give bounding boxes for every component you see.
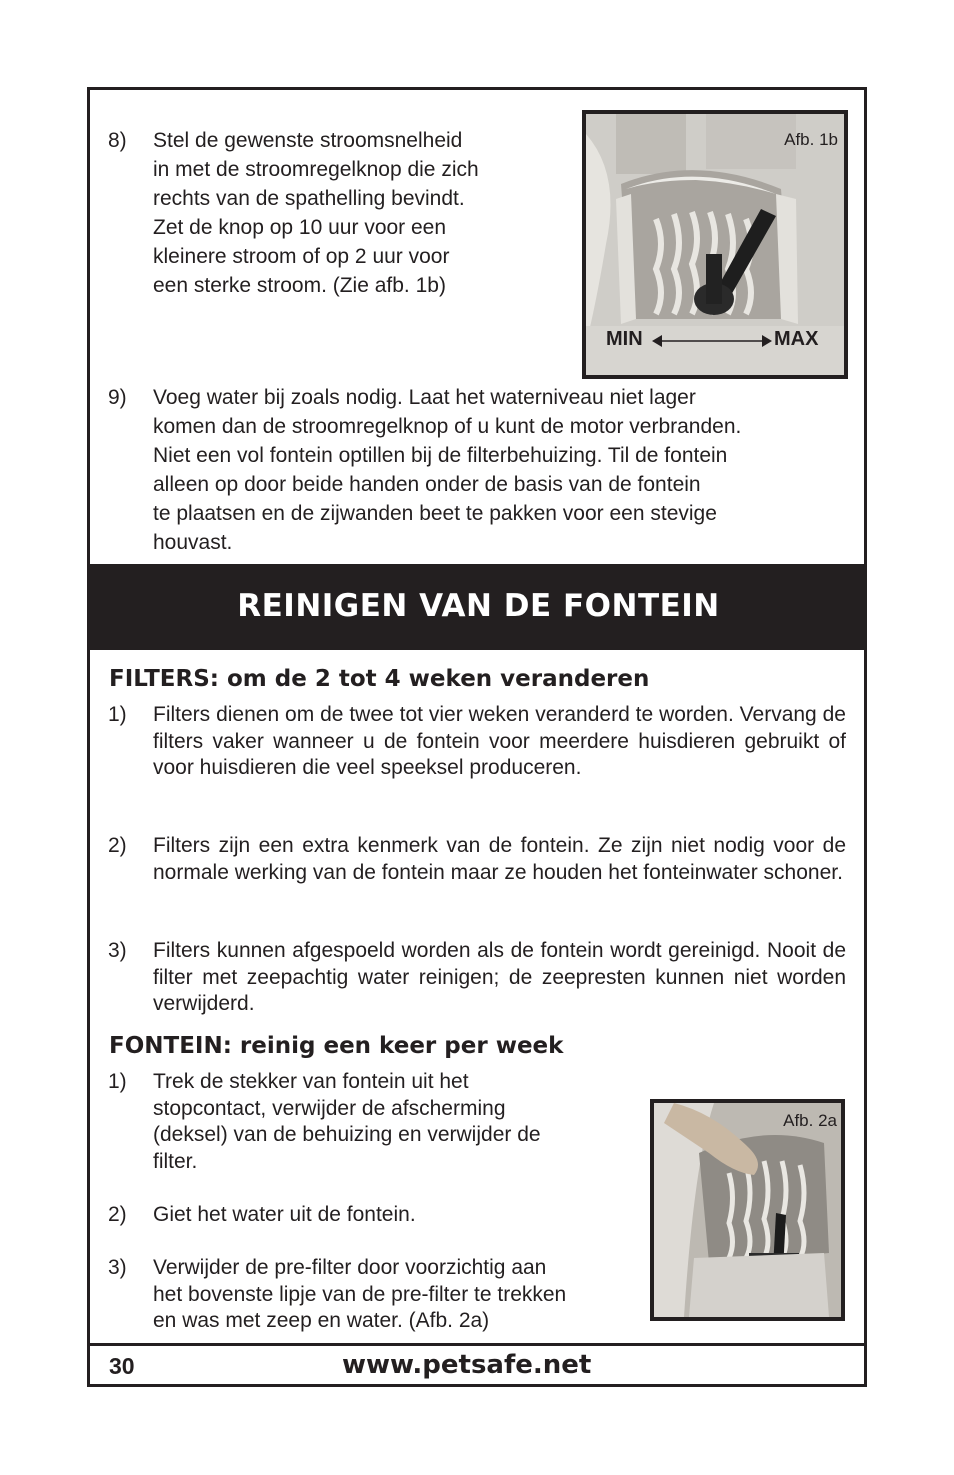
- min-label: MIN: [606, 328, 643, 350]
- figure-2a-photo: [650, 1099, 845, 1321]
- item-line: Verwijder de pre-filter door voorzichtig aan: [153, 1256, 547, 1279]
- item-line: stopcontact, verwijder de afscherming: [153, 1096, 506, 1120]
- footer-divider: [90, 1343, 864, 1346]
- max-label: MAX: [774, 328, 819, 350]
- item-text: Filters dienen om de twee tot vier weken veranderd te worden. Vervang de filters vaker wanneer u de fontein voor meerdere huisdieren gebruikt of voor huisdieren die veel speeksel produceren.: [153, 703, 846, 779]
- step-line: in met de stroomregelknop die zich: [153, 158, 479, 181]
- item-text: Filters zijn een extra kenmerk van de fontein. Ze zijn niet nodig voor de normale werking van de fontein maar ze houden het fonteinwater schoner.: [153, 834, 846, 884]
- item-number: 1): [108, 1070, 127, 1093]
- step-line: te plaatsen en de zijwanden beet te pakken voor een stevige: [153, 502, 717, 525]
- step-line: rechts van de spathelling bevindt.: [153, 187, 465, 210]
- fontein-heading: FONTEIN: reinig een keer per week: [109, 1033, 564, 1059]
- item-number: 2): [108, 1203, 127, 1226]
- step-number: 8): [108, 129, 127, 152]
- footer-url[interactable]: www.petsafe.net: [342, 1350, 592, 1380]
- item-line: het bovenste lipje van de pre-filter te trekken: [153, 1282, 567, 1306]
- item-number: 2): [108, 834, 127, 857]
- step-line: alleen op door beide handen onder de basis van de fontein: [153, 473, 701, 496]
- step-number: 9): [108, 386, 127, 409]
- item-line: filter.: [153, 1149, 198, 1173]
- item-line: (deksel) van de behuizing en verwijder de: [153, 1123, 541, 1146]
- figure-1b-caption: Afb. 1b: [784, 130, 838, 149]
- item-line: en was met zeep en water. (Afb. 2a): [153, 1309, 490, 1332]
- figure-1b-photo: [582, 110, 848, 379]
- prefilter-removal-illustration: [654, 1103, 841, 1317]
- page-number: 30: [109, 1353, 135, 1379]
- step-line: houvast.: [153, 531, 233, 554]
- step-line: Zet de knop op 10 uur voor een: [153, 216, 447, 239]
- step-line: een sterke stroom. (Zie afb. 1b): [153, 274, 446, 297]
- step-line: Stel de gewenste stroomsnelheid: [153, 129, 463, 152]
- item-line: Giet het water uit de fontein.: [153, 1203, 416, 1226]
- figure-2a-caption: Afb. 2a: [783, 1111, 837, 1130]
- item-number: 1): [108, 703, 127, 726]
- section-banner: [90, 564, 867, 650]
- item-number: 3): [108, 1256, 127, 1279]
- item-text: Filters kunnen afgespoeld worden als de fontein wordt gereinigd. Nooit de filter met zeepachtig water reinigen; de zeepresten kunnen niet worden verwijderd.: [153, 939, 846, 1015]
- filters-heading: FILTERS: om de 2 tot 4 weken veranderen: [109, 666, 650, 692]
- step-line: kleinere stroom of op 2 uur voor: [153, 245, 450, 268]
- section-title: REINIGEN VAN DE FONTEIN: [237, 588, 720, 624]
- double-arrow-icon: [652, 334, 772, 348]
- item-line: Trek de stekker van fontein uit het: [153, 1070, 469, 1093]
- item-number: 3): [108, 939, 127, 962]
- step-line: Niet een vol fontein optillen bij de filterbehuizing. Til de fontein: [153, 444, 728, 467]
- step-line: Voeg water bij zoals nodig. Laat het waterniveau niet lager: [153, 386, 696, 409]
- step-line: komen dan de stroomregelknop of u kunt de motor verbranden.: [153, 415, 742, 438]
